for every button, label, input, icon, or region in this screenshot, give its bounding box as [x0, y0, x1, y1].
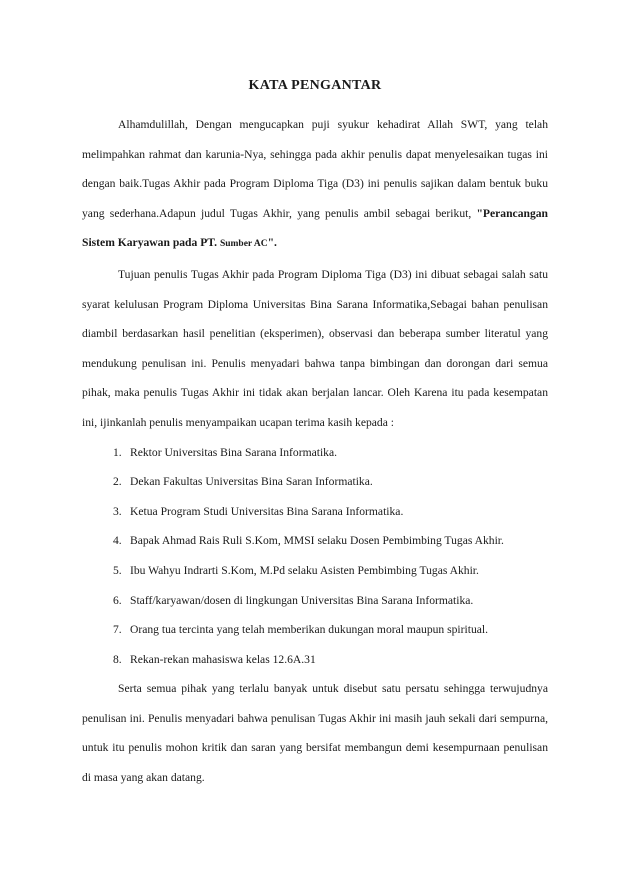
- thesis-title-main: "Perancangan Sistem Karyawan pada PT.: [82, 206, 548, 250]
- list-number: 8.: [113, 652, 122, 666]
- list-number: 6.: [113, 593, 122, 607]
- list-text: Rekan-rekan mahasiswa kelas 12.6A.31: [130, 652, 316, 666]
- list-number: 1.: [113, 445, 122, 459]
- list-item: [113, 526, 548, 556]
- list-text: Staff/karyawan/dosen di lingkungan Universitas Bina Sarana Informatika.: [130, 593, 474, 607]
- paragraph-intro-text: Alhamdulillah, Dengan mengucapkan puji syukur kehadirat Allah SWT, yang telah melimpahkan rahmat dan karunia-Nya, sehingga pada akhir penulis dapat menyelesaikan tugas ini dengan baik.Tugas Akhir pada Program Diploma Tiga (D3) ini penulis sajikan dalam bentuk buku yang sederhana.Adapun judul Tugas Akhir, yang penulis ambil sebagai berikut,: [82, 118, 548, 220]
- list-number: 5.: [113, 563, 122, 577]
- list-item: [113, 556, 548, 586]
- list-text: Rektor Universitas Bina Sarana Informatika.: [130, 445, 338, 459]
- paragraph-purpose: Tujuan penulis Tugas Akhir pada Program Diploma Tiga (D3) ini dibuat sebagai salah satu syarat kelulusan Program Diploma Universitas Bina Sarana Informatika,Sebagai bahan penulisan diambil berdasarkan hasil penelitian (eksperimen), observasi dan beberapa sumber literatul yang mendukung penulisan ini. Penulis menyadari bahwa tanpa bimbingan dan dorongan dari semua pihak, maka penulis Tugas Akhir ini tidak akan berjalan lancar. Oleh Karena itu pada kesempatan ini, ijinkanlah penulis menyampaikan ucapan terima kasih kepada :: [82, 267, 548, 429]
- list-number: 4.: [113, 534, 122, 548]
- list-item: [113, 497, 548, 527]
- list-item: [113, 615, 548, 645]
- thesis-title-company: Sumber AC: [219, 239, 268, 250]
- list-item: [113, 586, 548, 616]
- list-text: Orang tua tercinta yang telah memberikan dukungan moral maupun spiritual.: [130, 623, 489, 637]
- list-number: 3.: [113, 504, 122, 518]
- paragraph-closing: Serta semua pihak yang terlalu banyak untuk disebut satu persatu sehingga terwujudnya penulisan ini. Penulis menyadari bahwa penulisan Tugas Akhir ini masih jauh sekali dari sempurna, untuk itu penulis mohon kritik dan saran yang bersifat membangun demi kesempurnaan penulisan di masa yang akan datang.: [82, 682, 548, 785]
- acknowledgement-list: [82, 438, 548, 675]
- list-item: [113, 438, 548, 468]
- thesis-title-end: ".: [267, 236, 277, 250]
- list-item: [113, 645, 548, 675]
- list-item: [113, 467, 548, 497]
- list-text: Bapak Ahmad Rais Ruli S.Kom, MMSI selaku Dosen Pembimbing Tugas Akhir.: [130, 534, 504, 548]
- paragraph-intro: [82, 110, 548, 260]
- list-text: Dekan Fakultas Universitas Bina Saran Informatika.: [130, 475, 373, 489]
- list-number: 7.: [113, 623, 122, 637]
- list-text: Ibu Wahyu Indrarti S.Kom, M.Pd selaku Asisten Pembimbing Tugas Akhir.: [130, 563, 479, 577]
- list-text: Ketua Program Studi Universitas Bina Sarana Informatika.: [130, 504, 404, 518]
- page-title: KATA PENGANTAR: [248, 78, 382, 93]
- list-number: 2.: [113, 475, 122, 489]
